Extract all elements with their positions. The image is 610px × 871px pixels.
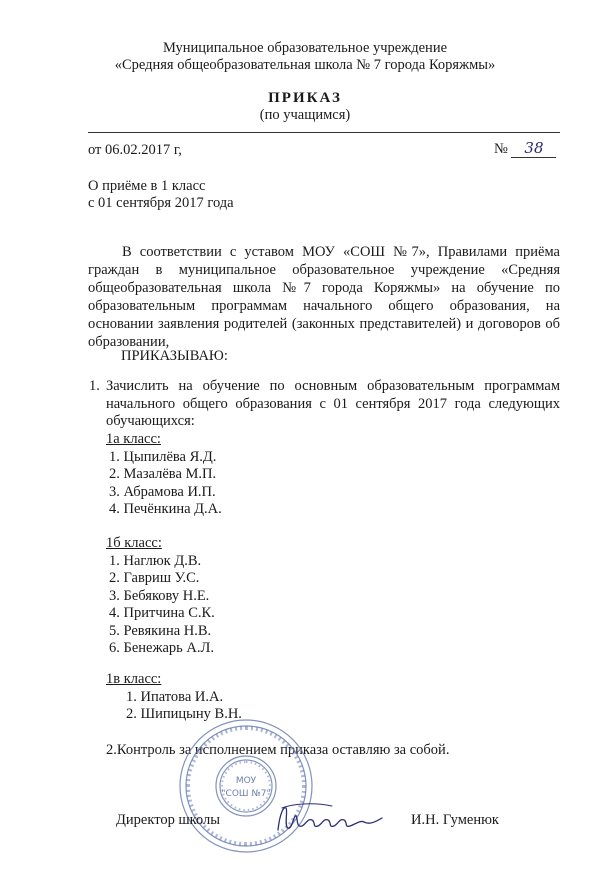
order-word: ПРИКАЗЫВАЮ: (121, 348, 228, 364)
subject-line1: О приёме в 1 класс (88, 178, 206, 194)
list-item: 4. Притчина С.К. (109, 605, 215, 621)
document-title: ПРИКАЗ (268, 90, 342, 106)
list-item: 3. Бебякову Н.Е. (109, 587, 210, 604)
item2: 2.Контроль за исполнением приказа оставляю за собой. (106, 742, 450, 758)
item1-text: Зачислить на обучение по основным образовательным программам начального общего образования с 01 сентября 2017 года следующих обучающихся: (106, 378, 560, 429)
org-name-line2: «Средняя общеобразовательная школа № 7 города Коряжмы» (114, 57, 496, 73)
order-number-label: № (494, 141, 508, 157)
list-item: 4. Печёнкина Д.А. (109, 501, 222, 517)
signature-position: Директор школы (116, 812, 220, 828)
item1 (106, 378, 560, 431)
class-title: 1в класс: (106, 671, 162, 687)
list-item: 3. Абрамова И.П. (109, 483, 216, 500)
class-1b (106, 535, 215, 658)
order-date: от 06.02.2017 г, (88, 142, 182, 158)
class-title: 1б класс: (106, 535, 162, 551)
signature-name: И.Н. Гуменюк (411, 812, 499, 828)
stamp-center-line1: МОУ (235, 776, 257, 786)
stamp-center-line2: "СОШ №7" (221, 789, 271, 799)
document-subtitle: (по учащимся) (259, 107, 351, 123)
list-item: 6. Бенежарь А.Л. (109, 640, 214, 656)
org-name-line1: Муниципальное образовательное учреждение (162, 40, 448, 56)
list-item: 2. Шипицыну В.Н. (126, 706, 242, 722)
class-1a (106, 431, 222, 519)
list-item: 5. Ревякина Н.В. (109, 622, 212, 639)
order-number-value: 38 (511, 140, 556, 158)
item1-number: 1. (89, 378, 100, 394)
order-number (494, 140, 556, 158)
list-item: 2. Мазалёва М.П. (109, 466, 217, 482)
director-signature (272, 800, 392, 840)
class-title: 1а класс: (106, 431, 161, 447)
subject-line2: с 01 сентября 2017 года (88, 195, 234, 211)
list-item: 2. Гавриш У.С. (109, 570, 200, 586)
list-item: 1. Наглюк Д.В. (109, 552, 202, 569)
header-rule (88, 132, 560, 133)
preamble-text: В соответствии с уставом МОУ «СОШ №7», Правилами приёма граждан в муниципальное образовательное учреждение «Средняя общеобразовательная школа №7 города Коряжмы» на обучение по образовательным программам начального общего образования, на основании заявления родителей (законных представителей) и договоров об образовании, (88, 244, 560, 350)
list-item: 1. Цыпилёва Я.Д. (109, 448, 217, 465)
preamble (88, 243, 560, 351)
list-item: 1. Ипатова И.А. (126, 688, 224, 705)
